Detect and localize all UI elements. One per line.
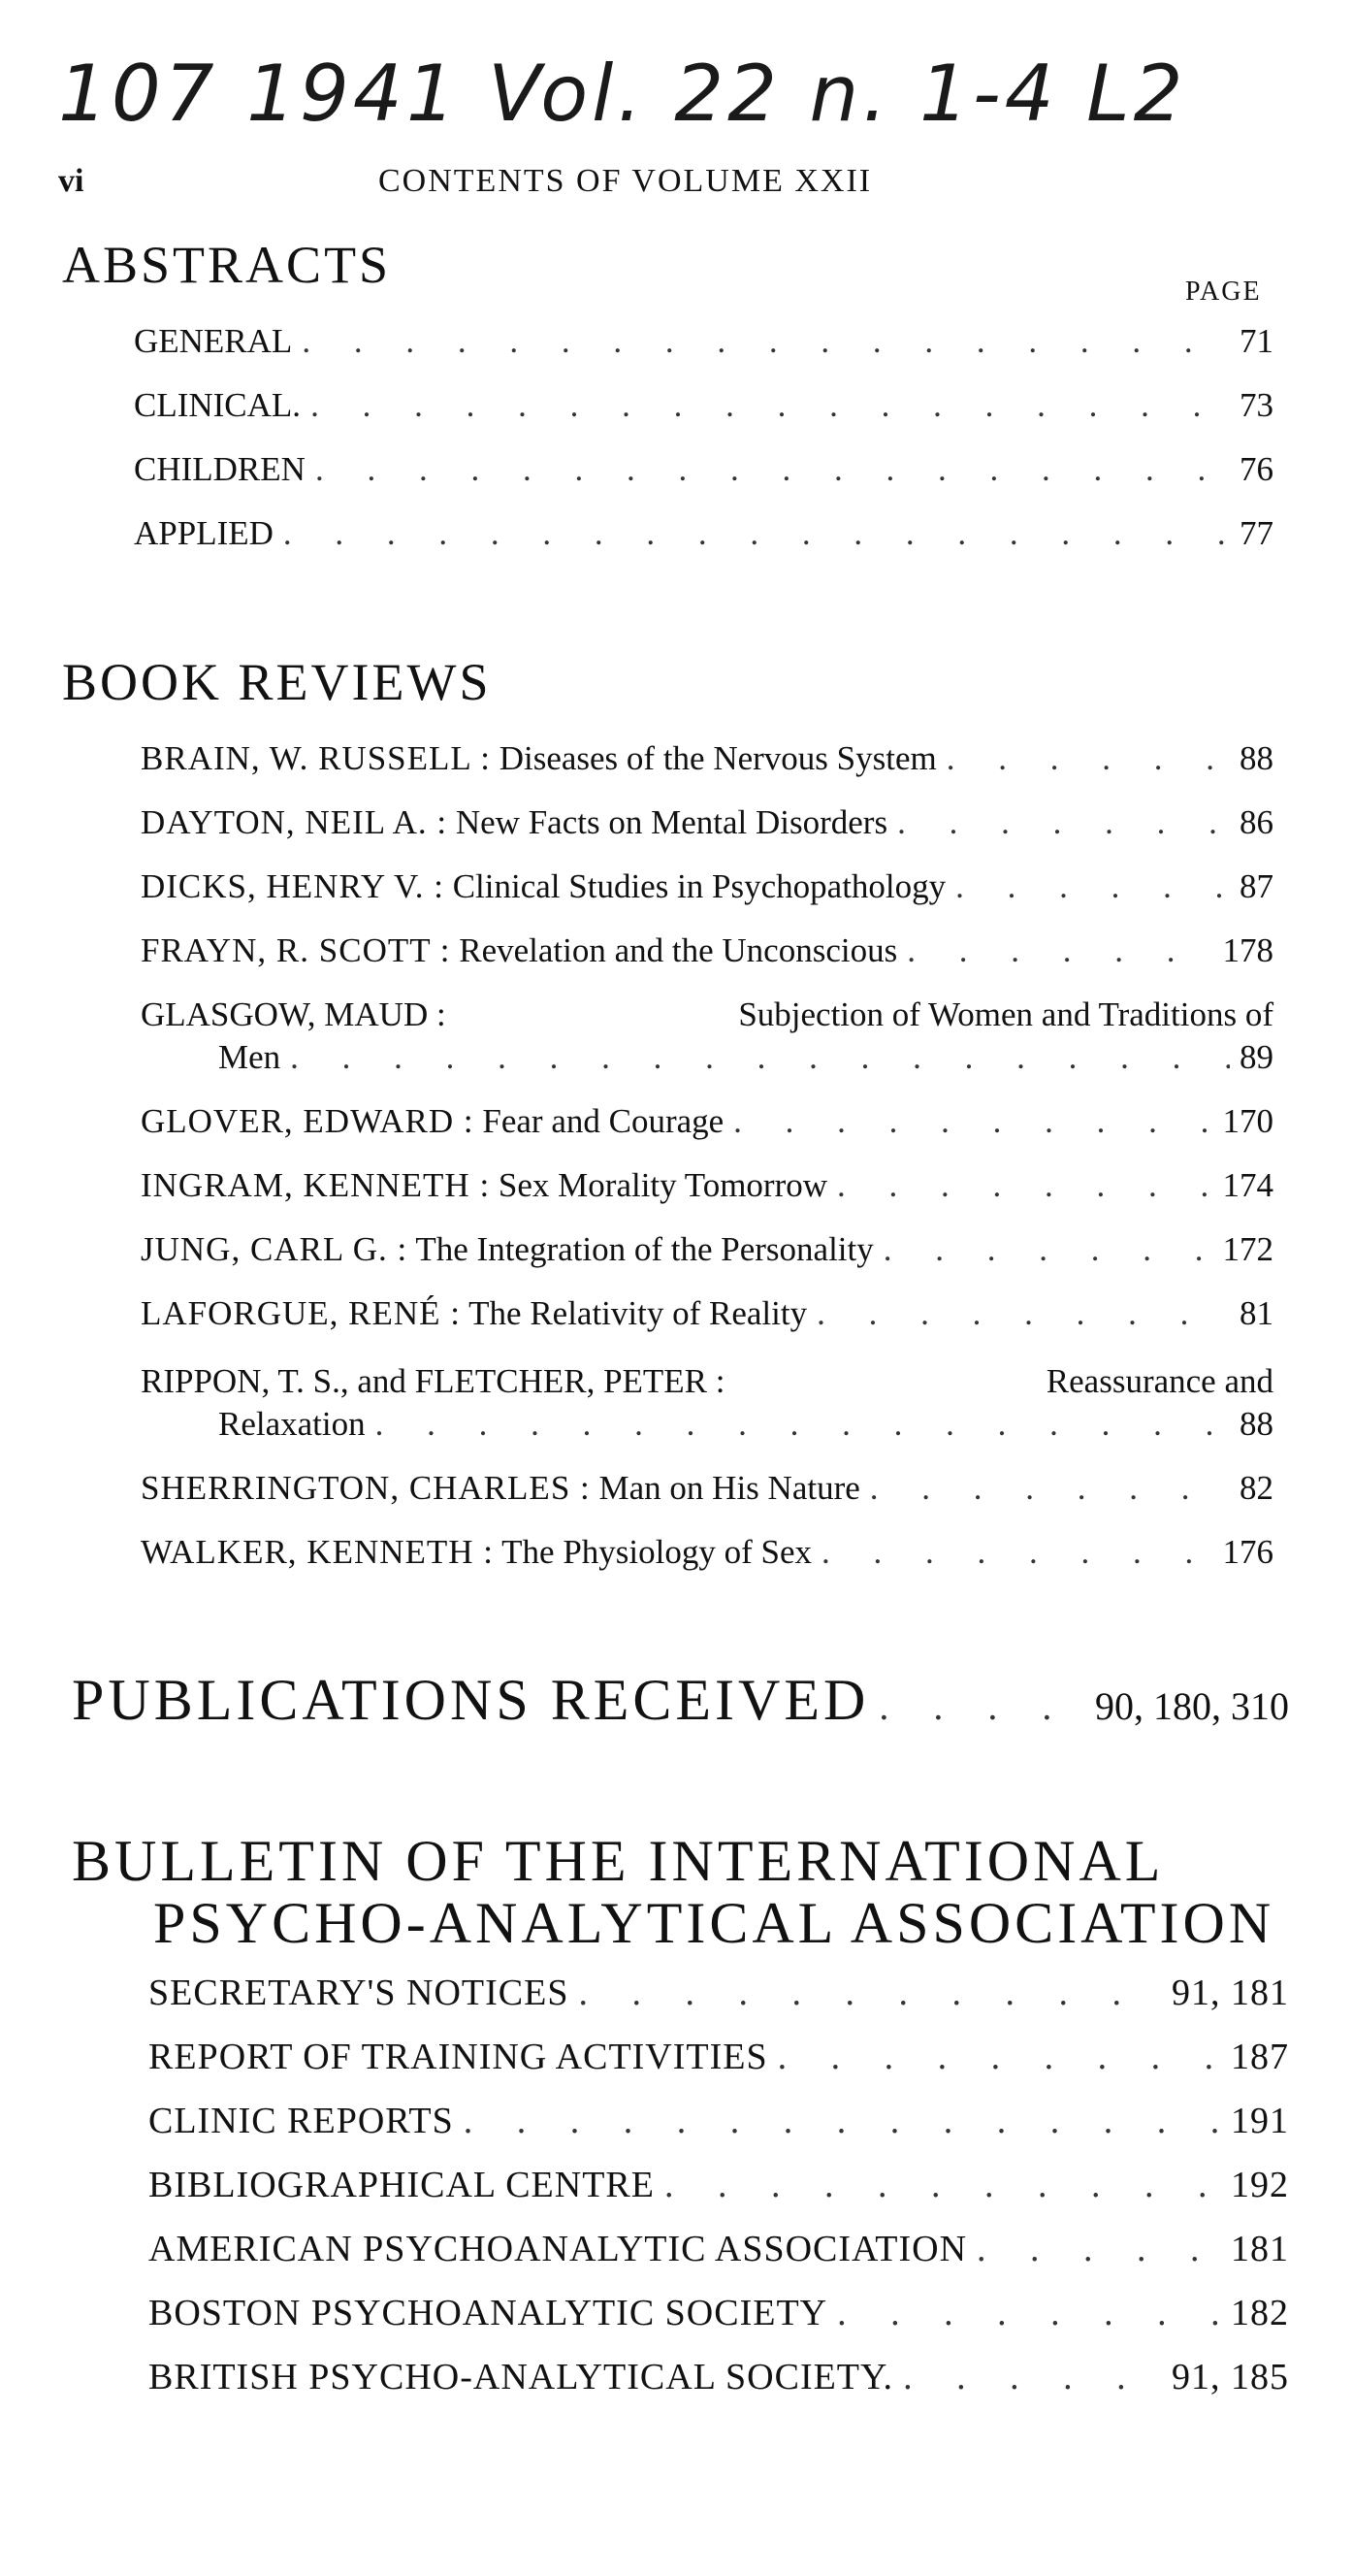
bulletin-entry [148,2100,1289,2142]
review-author: DAYTON, NEIL A. : [141,803,448,841]
review-entry [141,931,1273,970]
leader-dots [884,1230,1213,1269]
review-author: GLASGOW, MAUD : [141,995,446,1033]
leader-dots [310,386,1230,425]
leader-dots [315,450,1230,489]
review-title: Man on His Nature [598,1469,860,1507]
entry-label: GENERAL [134,322,293,360]
entry-page: 192 [1231,2165,1289,2205]
review-title: Subjection of Women and Traditions of [738,995,1273,1033]
entry-page: 174 [1222,1166,1273,1204]
publications-received-heading: PUBLICATIONS RECEIVED [72,1668,870,1732]
leader-dots [778,2036,1221,2078]
bulletin-entry [148,2164,1289,2206]
entry-page: 91, 185 [1172,2357,1289,2397]
leader-dots [375,1405,1230,1444]
entry-label: BOSTON PSYCHOANALYTIC SOCIETY [148,2293,828,2333]
entry-page: 77 [1240,514,1273,552]
entry-page: 89 [1240,1038,1273,1076]
abstracts-heading: ABSTRACTS [62,236,392,294]
entry-page: 90, 180, 310 [1095,1684,1289,1728]
abstract-entry-children [134,450,1273,489]
bulletin-entry [148,2036,1289,2078]
entry-page: 76 [1240,450,1273,488]
bulletin-entry [148,2228,1289,2270]
review-title-continued: Relaxation [218,1405,366,1443]
entry-label: CLINICAL. [134,386,302,424]
leader-dots [879,1683,1085,1729]
entry-page: 71 [1240,322,1273,360]
leader-dots [817,1294,1230,1333]
entry-page: 73 [1240,386,1273,424]
review-entry [141,1294,1273,1333]
book-reviews-heading: BOOK REVIEWS [62,653,492,711]
review-title: Diseases of the Nervous System [499,739,937,777]
leader-dots [870,1469,1230,1508]
review-author: WALKER, KENNETH : [141,1533,495,1571]
review-author: RIPPON, T. S., and FLETCHER, PETER : [141,1362,725,1400]
entry-page: 172 [1222,1230,1273,1268]
entry-page: 191 [1231,2101,1289,2141]
entry-label: CHILDREN [134,450,306,488]
review-author: INGRAM, KENNETH : [141,1166,491,1204]
entry-label: APPLIED [134,514,274,552]
leader-dots [733,1102,1212,1141]
bulletin-heading-line1: BULLETIN OF THE INTERNATIONAL [72,1829,1165,1893]
review-title: New Facts on Mental Disorders [455,803,888,841]
review-author: JUNG, CARL G. : [141,1230,408,1268]
review-entry [141,995,1273,1077]
page-column-label: PAGE [1185,277,1262,307]
review-title: Sex Morality Tomorrow [498,1166,828,1204]
running-title: CONTENTS OF VOLUME XXII [378,163,873,199]
review-title: Reassurance and [1046,1362,1273,1400]
review-entry [141,1469,1273,1508]
review-title: The Relativity of Reality [468,1294,808,1332]
entry-label: BRITISH PSYCHO-ANALYTICAL SOCIETY. [148,2357,894,2397]
review-entry [141,739,1273,778]
entry-page: 170 [1222,1102,1273,1140]
review-author: BRAIN, W. RUSSELL : [141,739,491,777]
leader-dots [290,1038,1230,1077]
leader-dots [664,2164,1221,2206]
leader-dots [837,1166,1212,1205]
entry-label: BIBLIOGRAPHICAL CENTRE [148,2165,655,2205]
review-author: GLOVER, EDWARD : [141,1102,474,1140]
handwritten-annotation: 107 1941 Vol. 22 n. 1-4 L2 [58,49,1187,139]
entry-page: 81 [1240,1294,1273,1332]
leader-dots [578,1972,1162,2014]
leader-dots [302,322,1230,361]
leader-dots [897,803,1230,842]
review-entry [141,803,1273,842]
page-number: vi [58,163,84,199]
bulletin-heading-line2: PSYCHO-ANALYTICAL ASSOCIATION [153,1891,1275,1955]
entry-page: 178 [1222,931,1273,969]
review-title: Fear and Courage [482,1102,725,1140]
leader-dots [947,739,1230,778]
bulletin-entry [148,2292,1289,2334]
abstract-entry-applied [134,514,1273,553]
entry-label: AMERICAN PSYCHOANALYTIC ASSOCIATION [148,2229,968,2269]
leader-dots [903,2356,1162,2398]
review-entry [141,1362,1273,1444]
bulletin-entry [148,2356,1289,2398]
review-author: FRAYN, R. SCOTT : [141,931,451,969]
review-entry [141,1533,1273,1572]
entry-page: 91, 181 [1172,1973,1289,2013]
leader-dots [464,2100,1221,2142]
review-title: The Integration of the Personality [415,1230,874,1268]
entry-label: CLINIC REPORTS [148,2101,454,2141]
review-title: Revelation and the Unconscious [459,931,898,969]
abstract-entry-general [134,322,1273,361]
leader-dots [907,931,1212,970]
abstract-entry-clinical [134,386,1273,425]
entry-label: SECRETARY'S NOTICES [148,1973,569,2013]
review-author: SHERRINGTON, CHARLES : [141,1469,591,1507]
review-title: The Physiology of Sex [501,1533,813,1571]
entry-page: 176 [1222,1533,1273,1571]
review-entry [141,1230,1273,1269]
entry-page: 86 [1240,803,1273,841]
leader-dots [977,2228,1221,2270]
review-entry [141,1166,1273,1205]
entry-page: 181 [1231,2229,1289,2269]
review-author: DICKS, HENRY V. : [141,867,444,905]
entry-page: 88 [1240,739,1273,777]
leader-dots [837,2292,1221,2334]
entry-page: 182 [1231,2293,1289,2333]
leader-dots [821,1533,1212,1572]
review-author: LAFORGUE, RENÉ : [141,1294,462,1332]
bulletin-entry [148,1972,1289,2014]
entry-page: 87 [1240,867,1273,905]
review-entry [141,1102,1273,1141]
review-title-continued: Men [218,1038,281,1076]
entry-page: 82 [1240,1469,1273,1507]
entry-page: 88 [1240,1405,1273,1443]
publications-received-entry [72,1667,1289,1734]
leader-dots [955,867,1230,906]
review-title: Clinical Studies in Psychopathology [452,867,947,905]
review-entry [141,867,1273,906]
entry-label: REPORT OF TRAINING ACTIVITIES [148,2037,768,2077]
leader-dots [283,514,1230,553]
entry-page: 187 [1231,2037,1289,2077]
